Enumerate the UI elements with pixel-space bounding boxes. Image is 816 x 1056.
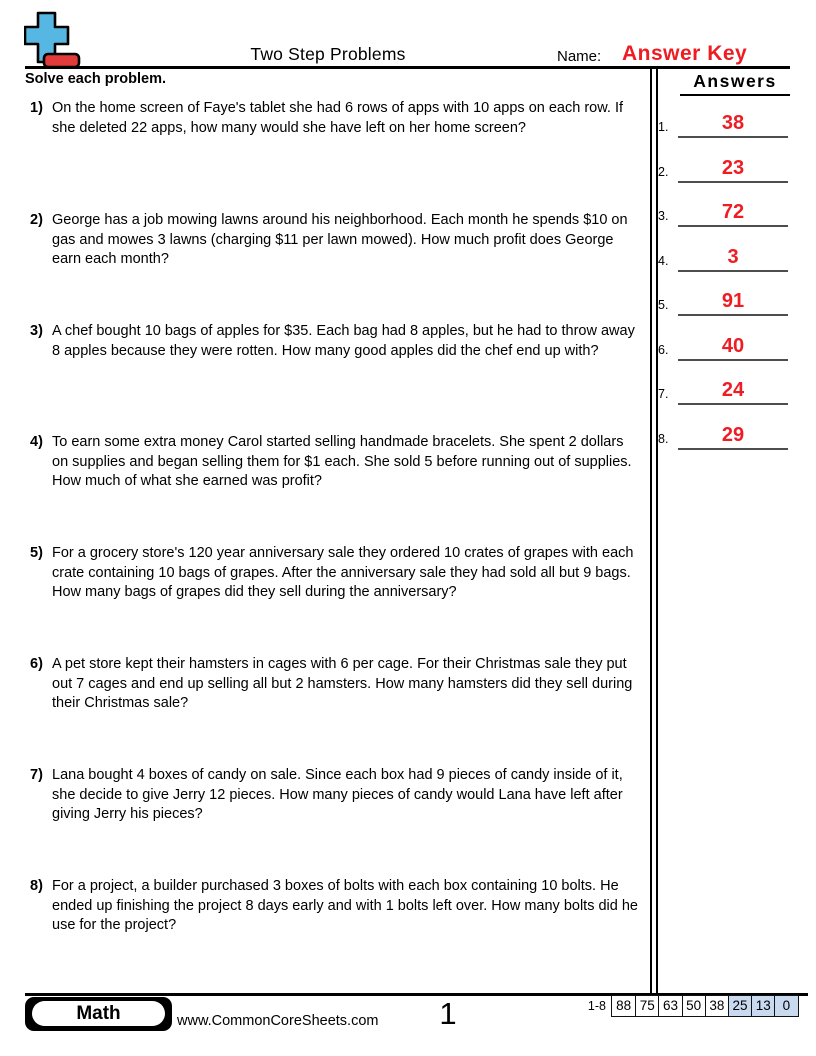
answer-value: 91 (678, 288, 788, 316)
commoncoresheets-logo (24, 10, 116, 68)
problem-number: 2) (30, 212, 43, 228)
problem-number: 7) (30, 767, 43, 783)
problem-item-6 (25, 655, 645, 714)
problem-text: To earn some extra money Carol started selling handmade bracelets. She spent 2 dollars on supplies and began selling them for $1 each. She sold 5 before running out of supplies. How much of what she earned was profit? (52, 434, 632, 489)
problem-text: For a grocery store's 120 year anniversary sale they ordered 10 crates of grapes with each crate containing 10 bags of grapes. After the anniversary sale they had sold all but 9 bags. How many bags of grapes did they sell during the anniversary? (52, 545, 634, 600)
worksheet-title: Two Step Problems (250, 44, 406, 64)
score-cell: 88 (612, 996, 635, 1016)
answer-value: 40 (678, 333, 788, 361)
answer-number: 3. (658, 209, 669, 223)
answer-number: 8. (658, 432, 669, 446)
answer-number: 4. (658, 254, 669, 268)
problem-number: 5) (30, 545, 43, 561)
answer-row-5 (658, 286, 788, 316)
problem-text: Lana bought 4 boxes of candy on sale. Since each box had 9 pieces of candy inside of it, she decide to give Jerry 12 pieces. How many pieces of candy would Lana have left after giving Jerry his pieces? (52, 767, 623, 822)
problem-item-2 (25, 211, 645, 270)
problem-item-7 (25, 766, 645, 825)
problem-number: 8) (30, 878, 43, 894)
problem-number: 1) (30, 100, 43, 116)
problem-item-3 (25, 322, 645, 361)
subject-badge-label: Math (32, 1001, 165, 1026)
problem-text: A pet store kept their hamsters in cages with 6 per cage. For their Christmas sale they put out 7 cages and end up selling all but 2 hamsters. How many hamsters did they sell during their Christmas sale? (52, 656, 633, 711)
problem-text: For a project, a builder purchased 3 boxes of bolts with each box containing 10 bolts. He ended up finishing the project 8 days early and with 1 bolts left over. How many bolts did he use for the project? (52, 878, 638, 933)
score-cell: 38 (705, 996, 728, 1016)
score-cell: 50 (682, 996, 705, 1016)
answer-row-6 (658, 331, 788, 361)
answers-title: Answers (680, 71, 790, 96)
problem-item-4 (25, 433, 645, 492)
problem-item-5 (25, 544, 645, 603)
answer-value: 38 (678, 110, 788, 138)
name-label: Name: (557, 48, 602, 65)
score-range-label: 1-8 (587, 999, 606, 1013)
answer-row-1 (658, 108, 788, 138)
answer-value: 24 (678, 377, 788, 405)
score-cell-highlighted: 13 (751, 996, 774, 1016)
answer-number: 7. (658, 387, 669, 401)
answer-row-2 (658, 153, 788, 183)
score-cell-highlighted: 0 (774, 996, 797, 1016)
problem-text: George has a job mowing lawns around his neighborhood. Each month he spends $10 on gas and mowes 3 lawns (charging $11 per lawn mowed). How much profit does George earn each month? (52, 212, 628, 267)
answer-number: 1. (658, 120, 669, 134)
problem-text: On the home screen of Faye's tablet she had 6 rows of apps with 10 apps on each row. If she deleted 22 apps, how many would she have left on her home screen? (52, 100, 624, 136)
answer-value: 23 (678, 155, 788, 183)
answer-value: 29 (678, 422, 788, 450)
score-table (611, 995, 799, 1017)
answer-row-7 (658, 375, 788, 405)
problem-number: 6) (30, 656, 43, 672)
answer-value: 72 (678, 199, 788, 227)
answer-row-4 (658, 242, 788, 272)
answer-number: 6. (658, 343, 669, 357)
problem-text: A chef bought 10 bags of apples for $35. Each bag had 8 apples, but he had to throw away 8 apples because they were rotten. How many good apples did the chef end up with? (52, 323, 635, 359)
header-divider-line (25, 66, 790, 69)
score-cell: 63 (658, 996, 681, 1016)
answer-row-3 (658, 197, 788, 227)
page-number: 1 (439, 996, 457, 1031)
problem-item-1 (25, 99, 645, 138)
subject-badge (25, 997, 172, 1031)
answer-value: 3 (678, 244, 788, 272)
answer-key-text: Answer Key (622, 42, 748, 65)
answers-column-divider (650, 67, 658, 993)
answer-row-8 (658, 420, 788, 450)
problem-number: 3) (30, 323, 43, 339)
instructions-label: Solve each problem. (25, 71, 167, 87)
score-cell: 75 (635, 996, 658, 1016)
website-label: www.CommonCoreSheets.com (177, 1013, 379, 1029)
answer-number: 2. (658, 165, 669, 179)
problem-number: 4) (30, 434, 43, 450)
problem-item-8 (25, 877, 645, 936)
score-cell-highlighted: 25 (728, 996, 751, 1016)
answer-number: 5. (658, 298, 669, 312)
